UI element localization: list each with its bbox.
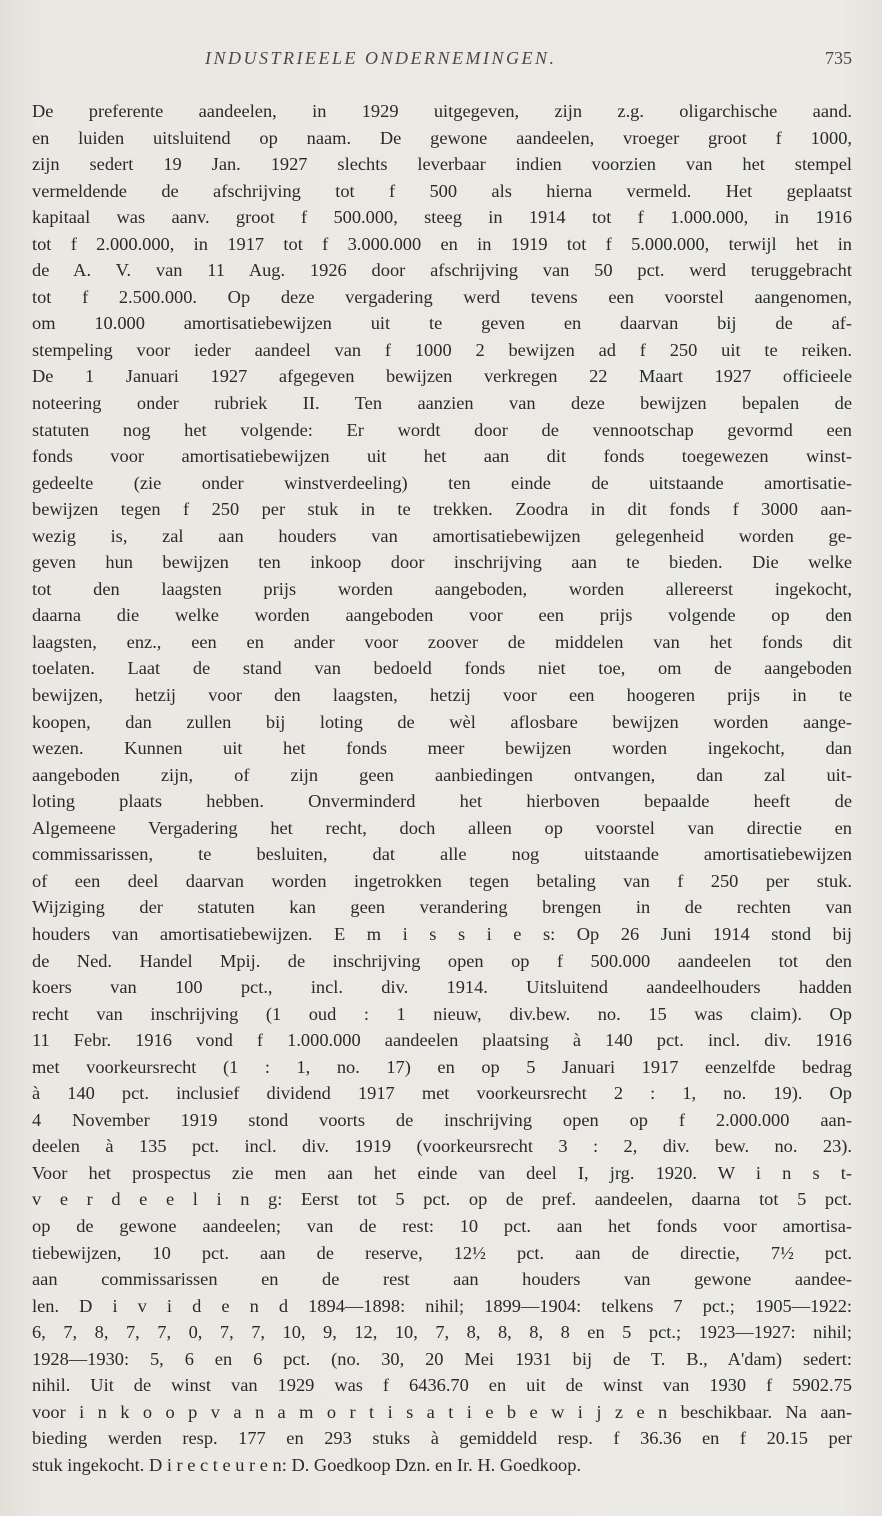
text-line: houders van amortisatiebewijzen. E m i s s i e s: Op 26 Juni 1914 stond bij xyxy=(32,923,852,944)
text-line: 6, 7, 8, 7, 7, 0, 7, 7, 10, 9, 12, 10, 7, 8, 8, 8, 8 en 5 pct.; 1923—1927: nihil; xyxy=(32,1322,852,1343)
text-line: bewijzen tegen f 250 per stuk in te trekken. Zoodra in dit fonds f 3000 aan- xyxy=(32,499,852,520)
text-line: daarna die welke worden aangeboden voor een prijs volgende op den xyxy=(32,605,852,626)
text-line: en luiden uitsluitend op naam. De gewone aandeelen, vroeger groot f 1000, xyxy=(32,127,852,148)
text-line: tiebewijzen, 10 pct. aan de reserve, 12½ pct. aan de directie, 7½ pct. xyxy=(32,1242,852,1263)
text-line: wezig is, zal aan houders van amortisatiebewijzen gelegenheid worden ge- xyxy=(32,525,852,546)
text-line: noteering onder rubriek II. Ten aanzien van deze bewijzen bepalen de xyxy=(32,393,852,414)
page-number: 735 xyxy=(825,48,852,68)
text-line: 1928—1930: 5, 6 en 6 pct. (no. 30, 20 Mei 1931 bij de T. B., A'dam) sedert: xyxy=(32,1348,852,1369)
text-line: deelen à 135 pct. incl. div. 1919 (voorkeursrecht 3 : 2, div. bew. no. 23). xyxy=(32,1136,852,1157)
text-line: stuk ingekocht. D i r e c t e u r e n: D. Goedkoop Dzn. en Ir. H. Goedkoop. xyxy=(32,1454,582,1475)
body-text xyxy=(32,98,852,1478)
text-line: zijn sedert 19 Jan. 1927 slechts leverbaar indien voorzien van het stempel xyxy=(32,154,852,175)
page-header xyxy=(0,48,882,78)
text-line: toelaten. Laat de stand van bedoeld fonds niet toe, om de aangeboden xyxy=(32,658,852,679)
text-line: stempeling voor ieder aandeel van f 1000 2 bewijzen ad f 250 uit te reiken. xyxy=(32,339,852,360)
text-line: gedeelte (zie onder winstverdeeling) ten einde de uitstaande amortisatie- xyxy=(32,472,852,493)
text-line: laagsten, enz., een en ander voor zoover de middelen van het fonds dit xyxy=(32,631,852,652)
text-line: kapitaal was aanv. groot f 500.000, steeg in 1914 tot f 1.000.000, in 1916 xyxy=(32,207,852,228)
text-line: aan commissarissen en de rest aan houders van gewone aandee- xyxy=(32,1269,852,1290)
text-line: koers van 100 pct., incl. div. 1914. Uitsluitend aandeelhouders hadden xyxy=(32,977,852,998)
text-line: of een deel daarvan worden ingetrokken tegen betaling van f 250 per stuk. xyxy=(32,870,852,891)
text-line: de Ned. Handel Mpij. de inschrijving open op f 500.000 aandeelen tot den xyxy=(32,950,852,971)
text-line: tot den laagsten prijs worden aangeboden, worden allereerst ingekocht, xyxy=(32,578,852,599)
text-line: Voor het prospectus zie men aan het einde van deel I, jrg. 1920. W i n s t- xyxy=(32,1162,852,1183)
text-line: commissarissen, te besluiten, dat alle nog uitstaande amortisatiebewijzen xyxy=(32,844,852,865)
text-line: De 1 Januari 1927 afgegeven bewijzen verkregen 22 Maart 1927 officieele xyxy=(32,366,852,387)
text-line: om 10.000 amortisatiebewijzen uit te geven en daarvan bij de af- xyxy=(32,313,852,334)
text-line: wezen. Kunnen uit het fonds meer bewijzen worden ingekocht, dan xyxy=(32,738,852,759)
text-line: Algemeene Vergadering het recht, doch alleen op voorstel van directie en xyxy=(32,817,852,838)
text-line: op de gewone aandeelen; van de rest: 10 pct. aan het fonds voor amortisa- xyxy=(32,1215,852,1236)
text-line: statuten nog het volgende: Er wordt door de vennootschap gevormd een xyxy=(32,419,852,440)
text-line: 4 November 1919 stond voorts de inschrijving open op f 2.000.000 aan- xyxy=(32,1109,852,1130)
text-line: 11 Febr. 1916 vond f 1.000.000 aandeelen plaatsing à 140 pct. incl. div. 1916 xyxy=(32,1030,852,1051)
text-line: geven hun bewijzen ten inkoop door inschrijving aan te bieden. Die welke xyxy=(32,552,852,573)
text-line: tot f 2.500.000. Op deze vergadering werd tevens een voorstel aangenomen, xyxy=(32,286,852,307)
text-line: voor i n k o o p v a n a m o r t i s a t i e b e w i j z e n beschikbaar. Na aan- xyxy=(32,1401,852,1422)
text-line: vermeldende de afschrijving tot f 500 als hierna vermeld. Het geplaatst xyxy=(32,180,852,201)
text-line: loting plaats hebben. Onverminderd het hierboven bepaalde heeft de xyxy=(32,791,852,812)
text-line: recht van inschrijving (1 oud : 1 nieuw, div.bew. no. 15 was claim). Op xyxy=(32,1003,852,1024)
text-line: De preferente aandeelen, in 1929 uitgegeven, zijn z.g. oligarchische aand. xyxy=(32,101,852,121)
text-line: fonds voor amortisatiebewijzen uit het aan dit fonds toegewezen winst- xyxy=(32,446,852,467)
running-title: INDUSTRIEELE ONDERNEMINGEN. xyxy=(205,48,557,68)
text-line: de A. V. van 11 Aug. 1926 door afschrijving van 50 pct. werd teruggebracht xyxy=(32,260,852,281)
text-line: Wijziging der statuten kan geen verandering brengen in de rechten van xyxy=(32,897,852,918)
text-line: met voorkeursrecht (1 : 1, no. 17) en op 5 Januari 1917 eenzelfde bedrag xyxy=(32,1056,852,1077)
text-line: koopen, dan zullen bij loting de wèl aflosbare bewijzen worden aange- xyxy=(32,711,852,732)
text-line: bieding werden resp. 177 en 293 stuks à gemiddeld resp. f 36.36 en f 20.15 per xyxy=(32,1428,852,1449)
text-line: bewijzen, hetzij voor den laagsten, hetzij voor een hoogeren prijs in te xyxy=(32,685,852,706)
text-line: tot f 2.000.000, in 1917 tot f 3.000.000 en in 1919 tot f 5.000.000, terwijl het in xyxy=(32,233,852,254)
text-line: len. D i v i d e n d 1894—1898: nihil; 1899—1904: telkens 7 pct.; 1905—1922: xyxy=(32,1295,852,1316)
text-line: aangeboden zijn, of zijn geen aanbiedingen ontvangen, dan zal uit- xyxy=(32,764,852,785)
text-line: nihil. Uit de winst van 1929 was f 6436.70 en uit de winst van 1930 f 5902.75 xyxy=(32,1375,852,1396)
text-line: à 140 pct. inclusief dividend 1917 met voorkeursrecht 2 : 1, no. 19). Op xyxy=(32,1083,852,1104)
text-line: v e r d e e l i n g: Eerst tot 5 pct. op de pref. aandeelen, daarna tot 5 pct. xyxy=(32,1189,852,1210)
